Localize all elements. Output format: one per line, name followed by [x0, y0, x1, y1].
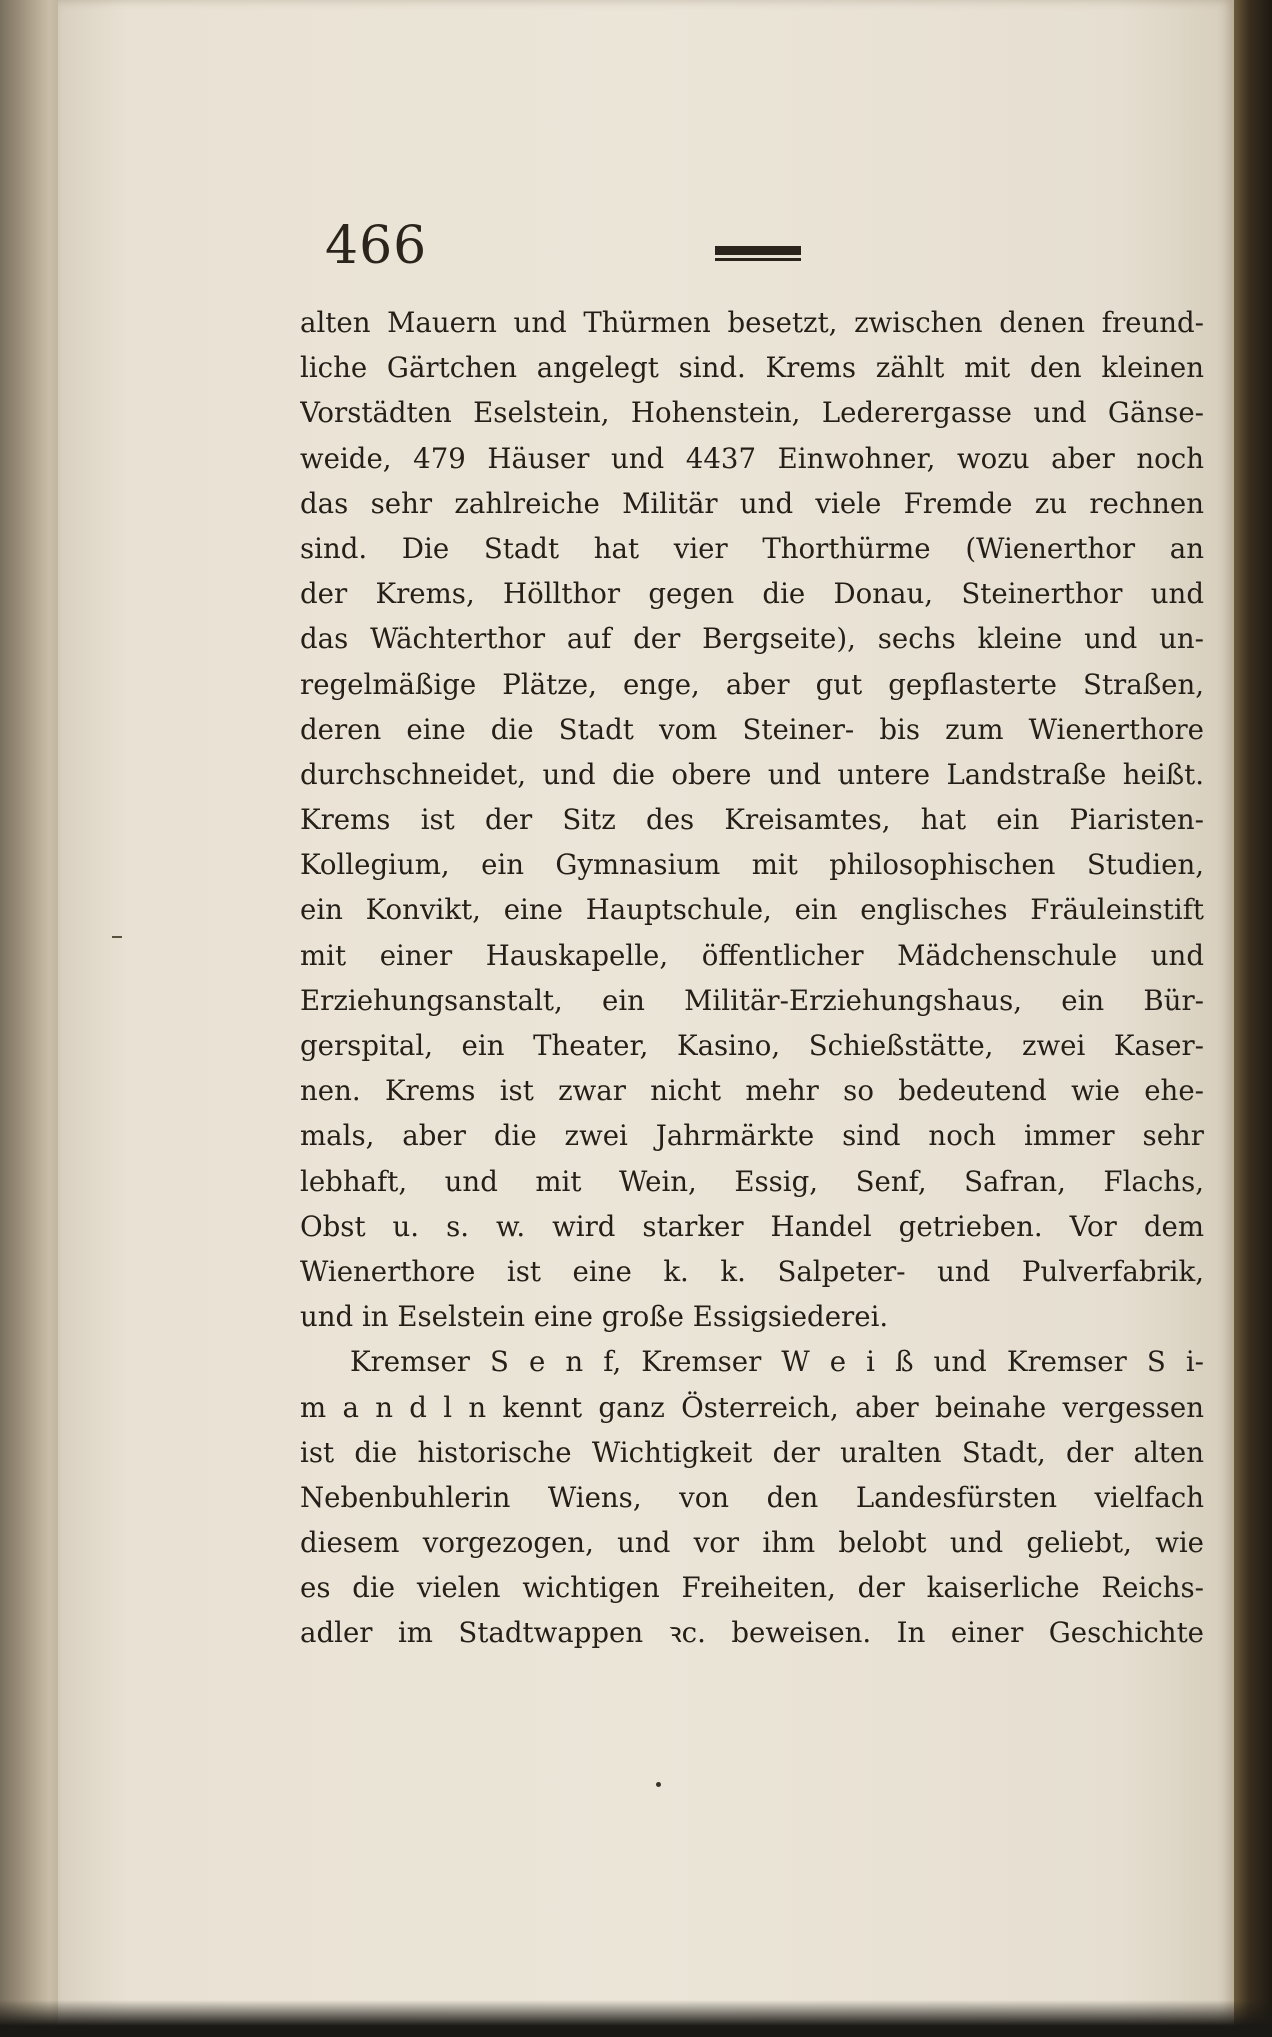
text-line: alten Mauern und Thürmen besetzt, zwischen denen freund- [300, 306, 1204, 339]
text-line: diesem vorgezogen, und vor ihm belobt und geliebt, wie [300, 1526, 1204, 1560]
ink-speck [656, 1782, 661, 1787]
text-line: regelmäßige Plätze, enge, aber gut gepflasterte Straßen, [300, 667, 1204, 701]
text-line: durchschneidet, und die obere und untere Landstraße heißt. [300, 757, 1204, 791]
text-line: gerspital, ein Theater, Kasino, Schießstätte, zwei Kaser- [300, 1029, 1204, 1062]
text-line: weide, 479 Häuser und 4437 Einwohner, wozu aber noch [300, 441, 1204, 475]
text-line: Vorstädten Eselstein, Hohenstein, Lederergasse und Gänse- [300, 396, 1204, 430]
text-line: adler im Stadtwappen ꝛc. beweisen. In einer Geschichte [300, 1616, 1204, 1650]
text-line: sind. Die Stadt hat vier Thorthürme (Wienerthor an [300, 531, 1204, 565]
text-line: mals, aber die zwei Jahrmärkte sind noch immer sehr [300, 1119, 1204, 1153]
margin-mark [112, 936, 122, 938]
book-spine-shadow [1234, 0, 1272, 2037]
text-line: Erziehungsanstalt, ein Militär-Erziehungshaus, ein Bür- [300, 983, 1204, 1017]
header-rule [715, 246, 801, 255]
scan-bottom-shadow [0, 2000, 1272, 2037]
text-line: Kremser S e n f, Kremser W e i ß und Kremser S i- [350, 1345, 1204, 1379]
text-line: m a n d l n kennt ganz Österreich, aber beinahe vergessen [300, 1390, 1204, 1424]
body-text [300, 300, 1204, 1656]
text-line: Kollegium, ein Gymnasium mit philosophischen Studien, [300, 848, 1204, 882]
text-line: liche Gärtchen angelegt sind. Krems zählt mit den kleinen [300, 351, 1204, 385]
text-line: Wienerthore ist eine k. k. Salpeter- und Pulverfabrik, [300, 1254, 1204, 1288]
page-number: 466 [325, 216, 428, 276]
text-line: ein Konvikt, eine Hauptschule, ein englisches Fräuleinstift [300, 893, 1204, 927]
text-line: deren eine die Stadt vom Steiner- bis zum Wienerthore [300, 712, 1204, 746]
text-line: mit einer Hauskapelle, öffentlicher Mädchenschule und [300, 938, 1204, 972]
text-line: Krems ist der Sitz des Kreisamtes, hat ein Piaristen- [300, 803, 1204, 837]
text-line: der Krems, Höllthor gegen die Donau, Steinerthor und [300, 577, 1204, 611]
text-line: es die vielen wichtigen Freiheiten, der kaiserliche Reichs- [300, 1571, 1204, 1605]
text-line: das Wächterthor auf der Bergseite), sechs kleine und un- [300, 622, 1204, 656]
text-line: das sehr zahlreiche Militär und viele Fremde zu rechnen [300, 486, 1204, 520]
text-line: ist die historische Wichtigkeit der uralten Stadt, der alten [300, 1435, 1204, 1469]
text-line: Obst u. s. w. wird starker Handel getrieben. Vor dem [300, 1209, 1204, 1243]
book-binding-edge [0, 0, 62, 2037]
text-line: lebhaft, und mit Wein, Essig, Senf, Safran, Flachs, [300, 1164, 1204, 1198]
text-line: nen. Krems ist zwar nicht mehr so bedeutend wie ehe- [300, 1074, 1204, 1108]
text-line: und in Eselstein eine große Essigsiederei. [300, 1300, 889, 1334]
text-line: Nebenbuhlerin Wiens, von den Landesfürsten vielfach [300, 1480, 1204, 1514]
